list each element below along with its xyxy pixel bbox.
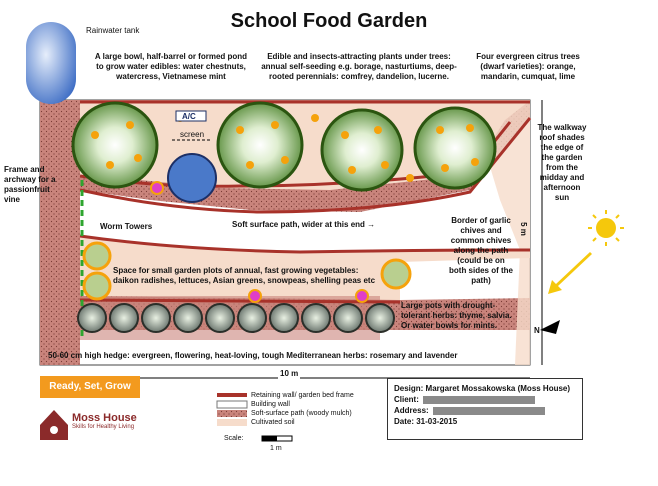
- pond-note-line: to grow water edibles: water chestnuts,: [96, 62, 246, 71]
- pots-note: [401, 301, 512, 331]
- legend-retaining-wall: Retaining wall/ garden bed frame: [251, 392, 354, 399]
- design-credit: Design: Margaret Mossakowska (Moss House): [394, 384, 571, 393]
- design-date: Date: 31-03-2015: [394, 417, 458, 426]
- edibles-note: [254, 52, 464, 82]
- walkway-note-line: the edge of: [540, 143, 584, 152]
- rainwater-tank-shape: [26, 22, 76, 104]
- walkway-note-line: The walkway: [537, 123, 587, 132]
- hedge-note: 50-60 cm high hedge: evergreen, flowering, heat-loving, tough Mediterranean herbs: rosemary and lavender: [48, 351, 458, 360]
- sun-icon: [588, 210, 624, 246]
- pond-shape: [168, 154, 216, 202]
- pots-note-line: Large pots with drought-: [401, 301, 496, 310]
- edibles-note-line: annual self-seeding e.g. borage, nasturtiums, deep-: [261, 62, 457, 71]
- garlic-note-line: chives and: [460, 226, 502, 235]
- north-arrow-icon: [540, 320, 560, 334]
- address-redacted: [433, 407, 545, 415]
- citrus-note-line: (dwarf varieties): orange,: [480, 62, 576, 71]
- height-dimension: 5 m: [518, 222, 528, 236]
- citrus-tree-3: [322, 110, 402, 190]
- edibles-note-line: rooted perennials: comfrey, dandelion, lucerne.: [269, 72, 449, 81]
- legend-cultivated: Cultivated soil: [251, 419, 295, 426]
- space-note: [113, 266, 375, 286]
- pots-note-line: tolerant herbs: thyme, salvia.: [401, 311, 512, 320]
- pond-note-line: A large bowl, half-barrel or formed pond: [94, 52, 248, 61]
- garlic-note-line: common chives: [450, 236, 512, 245]
- frame-note-line: passionfruit: [4, 185, 50, 194]
- pots-note-line: Or water bowls for mints.: [401, 321, 498, 330]
- sun-arrow: [548, 252, 592, 294]
- legend-scale-label: Scale:: [224, 435, 244, 442]
- moss-house-name: Moss House: [72, 412, 137, 424]
- moss-house-logo: [72, 412, 137, 430]
- walkway-note-line: the garden: [541, 153, 583, 162]
- design-info-box: [387, 378, 583, 440]
- pond-note-line: watercress, Vietnamese mint: [116, 72, 226, 81]
- ready-set-grow-logo: Ready, Set, Grow: [40, 376, 140, 398]
- walkway-note-line: afternoon: [543, 183, 581, 192]
- pond-note: [86, 52, 256, 82]
- legend-soft-path: Soft-surface path (woody mulch): [251, 410, 352, 417]
- client-redacted: [423, 396, 535, 404]
- rainwater-tank-label: Rainwater tank: [86, 26, 140, 35]
- moss-house-tagline: Skills for Healthy Living: [72, 424, 135, 430]
- garlic-note-line: Border of garlic: [451, 216, 511, 225]
- frame-note-line: Frame and: [4, 165, 45, 174]
- citrus-note-line: Four evergreen citrus trees: [476, 52, 580, 61]
- width-dimension: 10 m: [280, 369, 299, 378]
- citrus-tree-1: [73, 103, 157, 187]
- garlic-note-line: path): [471, 276, 491, 285]
- garlic-note-line: along the path: [453, 246, 509, 255]
- citrus-tree-2: [218, 103, 302, 187]
- legend-building-wall: Building wall: [251, 401, 290, 408]
- frame-note-line: vine: [4, 195, 21, 204]
- address-label: Address:: [394, 406, 429, 415]
- frame-note-line: archway for a: [4, 175, 56, 184]
- garlic-note-line: both sides of the: [449, 266, 513, 275]
- address-row: [394, 405, 576, 416]
- screen-label: screen: [180, 130, 205, 139]
- walkway-note-line: sun: [554, 193, 570, 202]
- north-label: N: [534, 326, 540, 335]
- walkway-note-line: roof shades: [539, 133, 585, 142]
- moss-house-logo-icon: [40, 410, 68, 440]
- space-note-line: Space for small garden plots of annual, fast growing vegetables:: [113, 266, 359, 275]
- citrus-note: [468, 52, 588, 82]
- worm-towers-label: Worm Towers: [100, 222, 153, 231]
- garlic-note: [440, 216, 522, 286]
- garlic-note-line: (could be on: [457, 256, 505, 265]
- edibles-note-line: Edible and insects-attracting plants under trees:: [267, 52, 451, 61]
- frame-note: [4, 165, 56, 205]
- citrus-note-line: mandarin, cumquat, lime: [480, 72, 576, 81]
- walkway-note-line: midday and: [539, 173, 585, 182]
- ac-label: A/C: [182, 112, 196, 121]
- space-note-line: daikon radishes, lettuces, Asian greens, snowpeas, shelling peas etc: [113, 276, 376, 285]
- soft-path-label: Soft surface path, wider at this end →: [232, 220, 376, 229]
- legend-scale-value: 1 m: [270, 445, 282, 452]
- client-label: Client:: [394, 395, 419, 404]
- citrus-tree-4: [415, 108, 495, 188]
- walkway-note-line: from the: [546, 163, 578, 172]
- page-title: School Food Garden: [230, 10, 428, 32]
- walkway-note: [534, 123, 590, 203]
- client-row: [394, 394, 576, 405]
